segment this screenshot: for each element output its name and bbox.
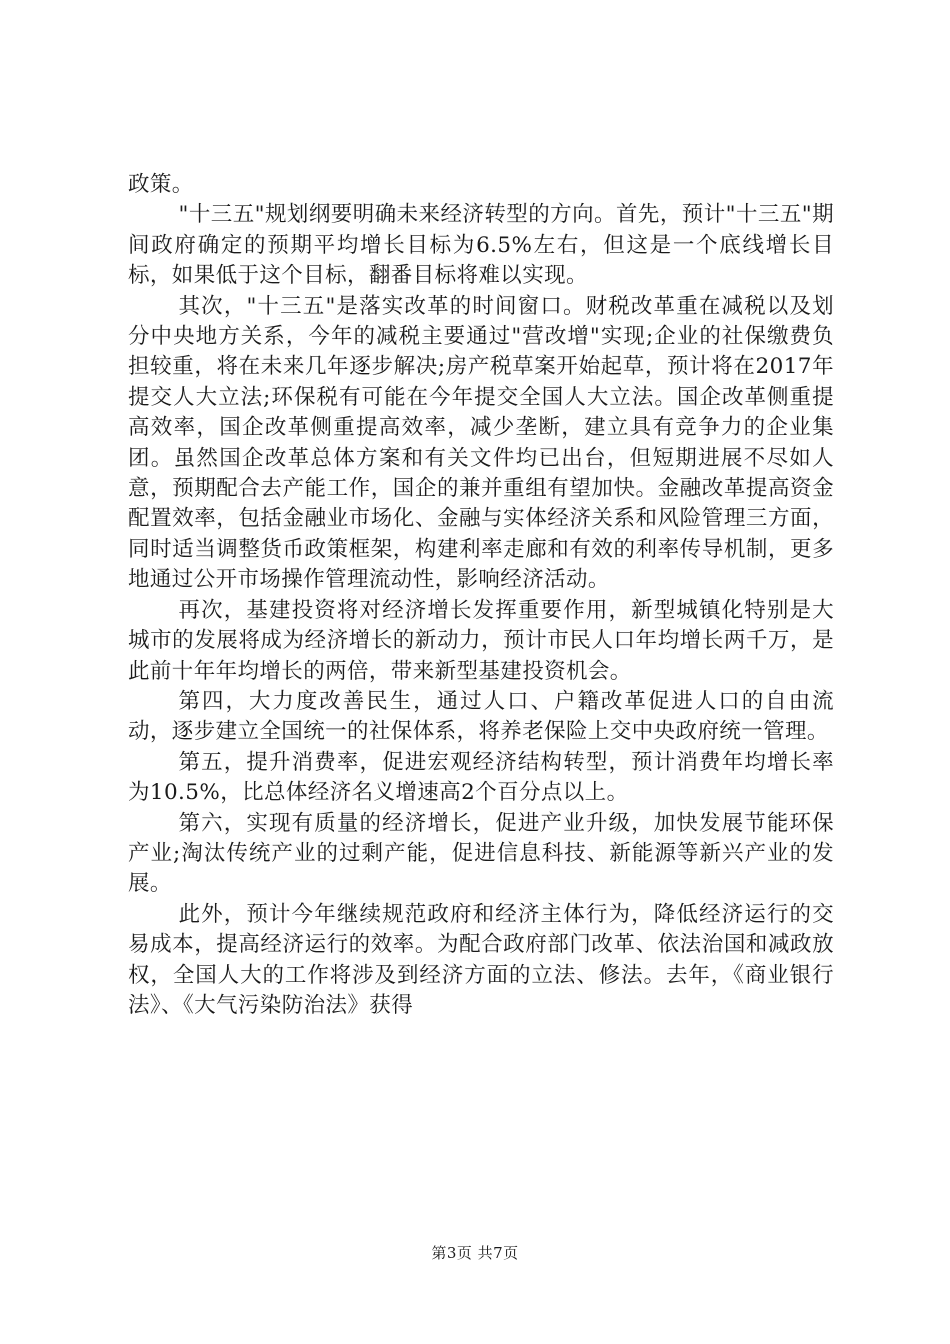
paragraph-2: "十三五"规划纲要明确未来经济转型的方向。首先，预计"十三五"期间政府确定的预期平均增长目标为6.5%左右，但这是一个底线增长目标，如果低于这个目标，翻番目标将难以实现。: [128, 202, 834, 289]
paragraph-3: 其次，"十三五"是落实改革的时间窗口。财税改革重在减税以及划分中央地方关系，今年的减税主要通过"营改增"实现;企业的社保缴费负担较重，将在未来几年逐步解决;房产税草案开始起草，预计将在2017年提交人大立法;环保税有可能在今年提交全国人大立法。国企改革侧重提高效率，国企改革侧重提高效率，减少垄断，建立具有竞争力的企业集团。虽然国企改革总体方案和有关文件均已出台，但短期进展不尽如人意，预期配合去产能工作，国企的兼并重组有望加快。金融改革提高资金配置效率，包括金融业市场化、金融与实体经济关系和风险管理三方面，同时适当调整货币政策框架，构建利率走廊和有效的利率传导机制，更多地通过公开市场操作管理流动性，影响经济活动。: [128, 293, 834, 593]
paragraph-4: 再次，基建投资将对经济增长发挥重要作用，新型城镇化特别是大城市的发展将成为经济增长的新动力，预计市民人口年均增长两千万，是此前十年年均增长的两倍，带来新型基建投资机会。: [128, 597, 834, 684]
paragraph-8: 此外，预计今年继续规范政府和经济主体行为，降低经济运行的交易成本，提高经济运行的效率。为配合政府部门改革、依法治国和减政放权，全国人大的工作将涉及到经济方面的立法、修法。去年，《商业银行法》、《大气污染防治法》获得: [128, 901, 834, 1018]
paragraph-7: 第六，实现有质量的经济增长，促进产业升级，加快发展节能环保产业;淘汰传统产业的过剩产能，促进信息科技、新能源等新兴产业的发展。: [128, 810, 834, 897]
paragraph-5: 第四，大力度改善民生，通过人口、户籍改革促进人口的自由流动，逐步建立全国统一的社保体系，将养老保险上交中央政府统一管理。: [128, 688, 834, 745]
page-footer: [0, 1242, 950, 1263]
page-number-label: 第3页 共7页: [431, 1244, 519, 1262]
paragraph-6: 第五，提升消费率，促进宏观经济结构转型，预计消费年均增长率为10.5%，比总体经济名义增速高2个百分点以上。: [128, 749, 834, 806]
document-body: [128, 170, 834, 1021]
paragraph-1: 政策。: [128, 172, 194, 197]
